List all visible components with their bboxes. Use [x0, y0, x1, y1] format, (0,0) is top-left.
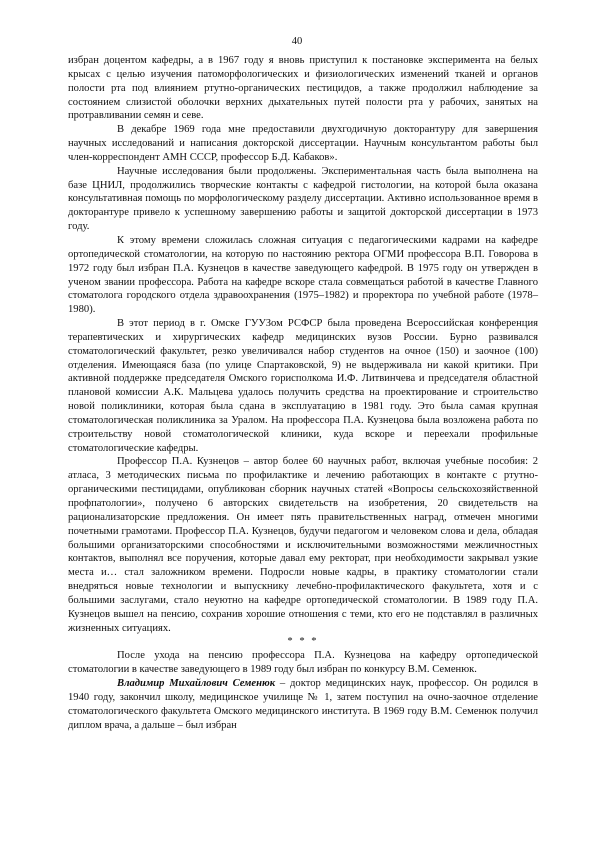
paragraph: В этот период в г. Омске ГУУЗом РСФСР была проведена Всероссийская конференция терапевтических и хирургических кафедр медицинских вузов России. Бурно развивался стоматологический факультет, резко увеличивался набор студентов на очное (150) и заочное (100) отделения. Имеющаяся база (по улице Спартаковской, 9) не выдерживала ни какой критики. При активной поддержке председателя Омского горисполкома И.Ф. Литвинчева и председателя областной плановой комиссии А.К. Мальцева удалось получить средства на проектирование и строительство новой поликлиники, которая была сдана в эксплуатацию в 1981 году. Это была самая крупная стоматологическая поликлиника за Уралом. На профессора П.А. Кузнецова была возложена работа по строительству новой стоматологической клиники, куда вскоре и переехали профильные стоматологические кафедры. — [68, 318, 538, 454]
person-name: Владимир Михайлович Семенюк — [117, 677, 276, 689]
page-number: 40 — [291, 36, 303, 47]
paragraph: К этому времени сложилась сложная ситуация с педагогическими кадрами на кафедре ортопедической стоматологии, на которую по настоянию ректора ОГМИ профессора В.П. Говорова в 1972 году был избран П.А. Кузнецов в качестве заведующего кафедрой. В 1975 году он утвержден в ученом звании профессора. Работа на кафедре вскоре стала совмещаться работой в качестве Главного стоматолога городского отдела здравоохранения (1975–1982) и проректора по учебной работе (1978–1980). — [68, 234, 538, 316]
paragraph: После ухода на пенсию профессора П.А. Кузнецова на кафедру ортопедической стоматологии в качестве заведующего в 1989 году был избран по конкурсу В.М. Семенюк. — [68, 650, 538, 676]
paragraph: В декабре 1969 года мне предоставили двухгодичную докторантуру для завершения научных исследований и написания докторской диссертации. Научным консультантом работы был член-корреспондент АМН СССР, профессор Б.Д. Кабаков». — [68, 124, 538, 163]
body-text — [68, 54, 538, 732]
paragraph — [68, 677, 538, 732]
paragraph-text: – доктор медицинских наук, профессор. Он родился в 1940 году, закончил школу, медицинское училище № 1, затем поступил на очно-заочное отделение стоматологического факультета Омского медицинского института. В 1969 году В.М. Семенюк получил диплом врача, а дальше – был избран — [68, 677, 538, 731]
paragraph: Профессор П.А. Кузнецов – автор более 60 научных работ, включая учебные пособия: 2 атласа, 3 методических письма по профилактике и лечению работающих в контакте с ртутно-органическими пестицидами, опубликован сборник научных статей «Вопросы сельскохозяйственной профпатологии», получено 6 авторских свидетельств на изобретения, 20 свидетельств на рационализаторские предложения. Он имеет пять правительственных наград, отмечен многими почетными грамотами. Профессор П.А. Кузнецов, будучи педагогом и человеком слова и дела, обладая большими организаторскими способностями и исключительными возможностями межличностных контактов, выполнял все поручения, которые давал ему ректорат, при необходимости закрывал узкие места и… стал заложником времени. Подросли новые кадры, в практику стоматологии стали внедряться новые технологии и выпускнику лечебно-профилактического факультета, хотя и с большими заслугами, стало неуютно на кафедре ортопедической стоматологии. В 1989 году П.А. Кузнецов вышел на пенсию, сохранив хорошие отношения с теми, кто его не подставлял в различных жизненных ситуациях. — [68, 456, 538, 634]
section-separator: * * * — [287, 636, 319, 648]
paragraph: избран доцентом кафедры, а в 1967 году я вновь приступил к постановке эксперимента на белых крысах с целью изучения патоморфологических и физиологических изменений тканей и органов полости рта под влиянием ртутно-органических пестицидов, а также продолжил наблюдение за состоянием слизистой оболочки верхних дыхательных путей полости рта у рабочих, занятых на протравливании семян и севе. — [68, 55, 538, 122]
paragraph: Научные исследования были продолжены. Экспериментальная часть была выполнена на базе ЦНИЛ, продолжились творческие контакты с кафедрой гистологии, на которой была оказана консультативная помощь по морфологическому разделу диссертации. Активно использованное время в докторантуре привело к успешному завершению работы и защитой докторской диссертации в 1973 году. — [68, 165, 538, 233]
